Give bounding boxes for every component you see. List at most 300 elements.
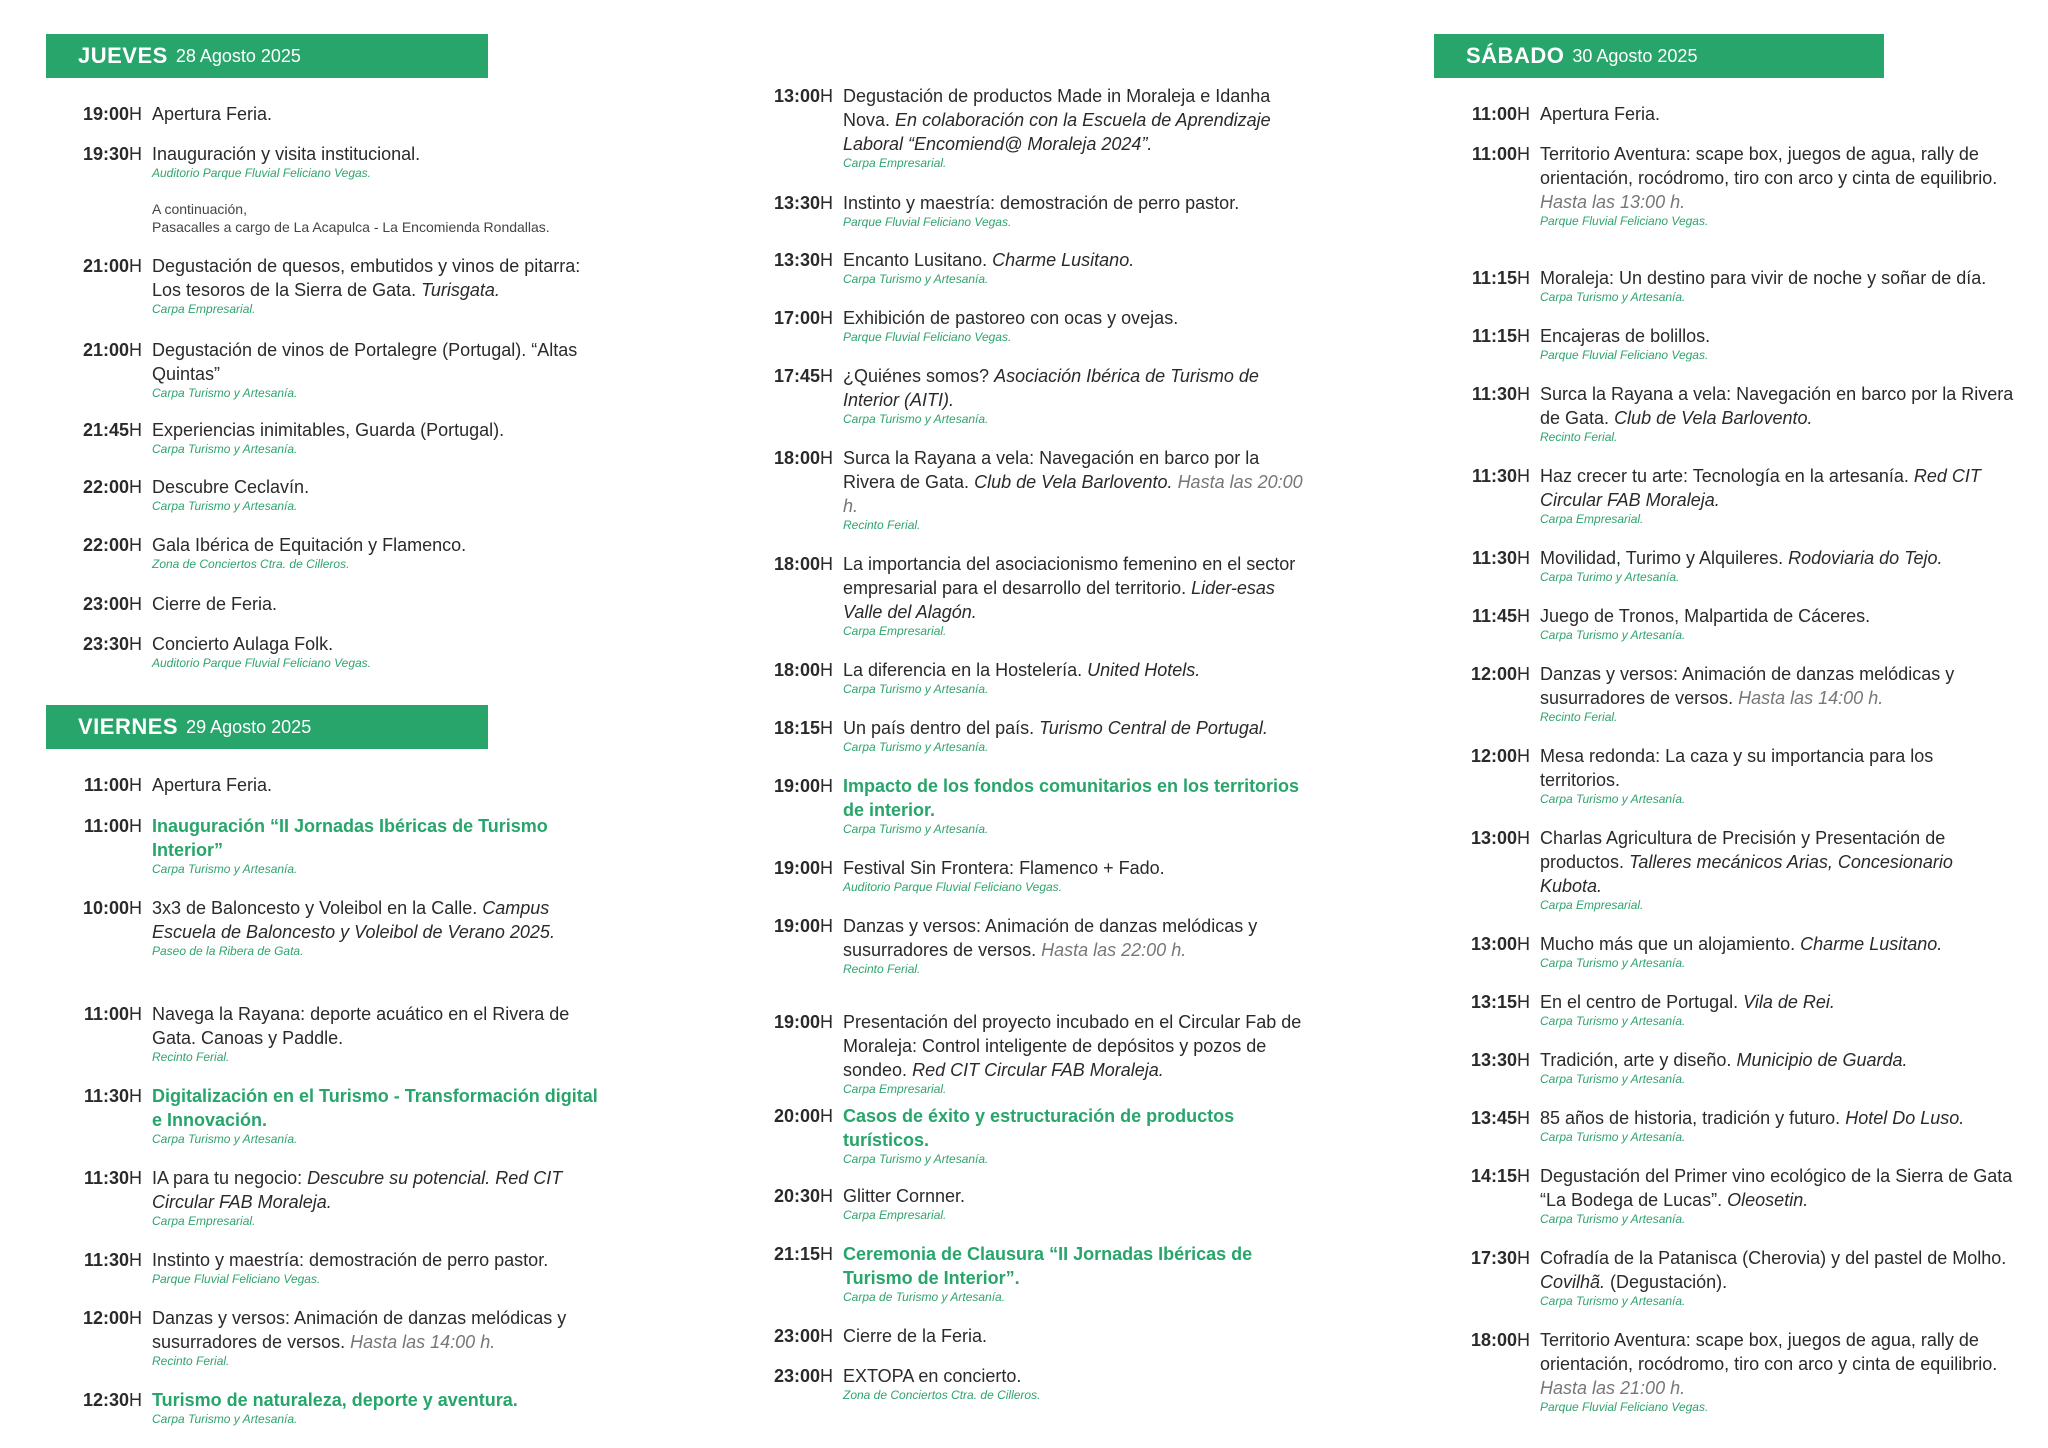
day-header-sabado <box>1434 34 1884 78</box>
event-time <box>1434 1328 1530 1352</box>
event-organizer: Descubre su potencial. Red CIT Circular FAB Moraleja. <box>152 1168 563 1212</box>
event-time <box>737 306 833 330</box>
event-title-text: Danzas y versos: Animación de danzas melódicas y susurradores de versos. <box>152 1308 567 1352</box>
event-body <box>843 364 1307 426</box>
event-time <box>1434 932 1530 956</box>
event-time <box>1434 324 1530 348</box>
event-until: Hasta las 22:00 h. <box>1041 940 1187 960</box>
event-title-text: Danzas y versos: Animación de danzas melódicas y susurradores de versos. <box>1540 664 1955 708</box>
time-value: 11:00 <box>1471 144 1517 164</box>
day-date: 30 Agosto 2025 <box>1572 45 1698 66</box>
event-title <box>152 1306 606 1354</box>
event-title <box>152 1084 606 1132</box>
event-title-text: Concierto Aulaga Folk. <box>152 634 334 654</box>
time-suffix: H <box>129 1390 142 1410</box>
event-body <box>843 1184 1307 1222</box>
time-value: 11:00 <box>83 1004 129 1024</box>
event-time <box>737 1104 833 1128</box>
time-suffix: H <box>820 1366 833 1386</box>
time-suffix: H <box>1517 326 1530 346</box>
event-title <box>1540 744 2014 792</box>
event-body <box>1540 826 2014 912</box>
time-value: 21:00 <box>82 340 129 360</box>
day-header-jueves <box>46 34 488 78</box>
event-organizer: Oleosetin. <box>1727 1190 1809 1210</box>
event-title <box>843 1242 1307 1290</box>
event-time <box>1434 142 1530 166</box>
event-title <box>1540 932 2014 956</box>
time-suffix: H <box>1517 1248 1530 1268</box>
event-title-text: Moraleja: Un destino para vivir de noche y soñar de día. <box>1540 268 1987 288</box>
event-title-text: Inauguración y visita institucional. <box>152 144 421 164</box>
event-title <box>843 914 1307 962</box>
day-date: 29 Agosto 2025 <box>186 716 312 737</box>
event-body <box>152 338 606 400</box>
event-body <box>843 552 1307 638</box>
event-location: Carpa Empresarial. <box>1540 512 1644 526</box>
event-title <box>843 306 1307 330</box>
event-body <box>843 914 1307 976</box>
event-until: Hasta las 20:00 h. <box>843 472 1303 516</box>
event-body <box>1540 1164 2014 1226</box>
event-time <box>737 1010 833 1034</box>
time-suffix: H <box>820 916 833 936</box>
time-suffix: H <box>1517 1166 1530 1186</box>
event-time <box>737 248 833 272</box>
time-value: 17:00 <box>773 308 820 328</box>
time-value: 17:45 <box>773 366 820 386</box>
event-body <box>1540 1048 2014 1086</box>
event-location: Carpa Empresarial. <box>843 1208 947 1222</box>
event-title <box>152 1388 606 1412</box>
event-title-text: ¿Quiénes somos? <box>843 366 990 386</box>
event-title <box>152 592 606 616</box>
event-time <box>46 1002 142 1026</box>
event-title-text: Degustación del Primer vino ecológico de la Sierra de Gata “La Bodega de Lucas”. <box>1540 1166 2013 1210</box>
event-title <box>152 475 606 499</box>
event-location: Carpa Empresarial. <box>843 624 947 638</box>
event-title <box>843 191 1307 215</box>
time-value: 11:30 <box>1471 384 1517 404</box>
event-time <box>46 592 142 616</box>
time-value: 20:30 <box>773 1186 820 1206</box>
event-title <box>152 1002 606 1050</box>
time-suffix: H <box>820 858 833 878</box>
event-title <box>1540 662 2014 710</box>
event-time <box>1434 990 1530 1014</box>
time-suffix: H <box>820 308 833 328</box>
event-location: Carpa Turismo y Artesanía. <box>1540 628 1686 642</box>
event-location: Carpa Turismo y Artesanía. <box>1540 956 1686 970</box>
event-title <box>843 364 1307 412</box>
time-suffix: H <box>129 535 142 555</box>
event-title <box>843 774 1307 822</box>
event-time <box>1434 662 1530 686</box>
event-organizer: Red CIT Circular FAB Moraleja. <box>912 1060 1164 1080</box>
time-value: 21:45 <box>82 420 129 440</box>
event-organizer: Covilhã. <box>1540 1272 1606 1292</box>
event-body <box>843 774 1307 836</box>
event-body <box>152 254 606 316</box>
event-time <box>737 658 833 682</box>
event-location: Carpa Turismo y Artesanía. <box>843 682 989 696</box>
time-suffix: H <box>1517 1108 1530 1128</box>
time-suffix: H <box>820 366 833 386</box>
event-title <box>843 1184 1307 1208</box>
time-value: 11:00 <box>1471 104 1517 124</box>
event-body <box>152 1388 606 1426</box>
event-time <box>737 716 833 740</box>
time-value: 11:15 <box>1471 326 1517 346</box>
time-suffix: H <box>129 1308 142 1328</box>
event-body <box>1540 324 2014 362</box>
event-time <box>737 1324 833 1348</box>
event-organizer: Asociación Ibérica de Turismo de Interior (AITI). <box>843 366 1259 410</box>
time-value: 13:00 <box>773 86 820 106</box>
day-name: VIERNES <box>78 714 179 739</box>
event-body <box>1540 102 2014 126</box>
event-location: Carpa Empresarial. <box>152 302 256 316</box>
event-title-text: La diferencia en la Hostelería. <box>843 660 1083 680</box>
time-suffix: H <box>820 1012 833 1032</box>
event-title <box>1540 546 2014 570</box>
time-value: 14:15 <box>1470 1166 1517 1186</box>
time-suffix: H <box>129 1004 142 1024</box>
event-body <box>843 1010 1307 1096</box>
time-suffix: H <box>129 104 142 124</box>
time-suffix: H <box>820 718 833 738</box>
event-until: Hasta las 14:00 h. <box>350 1332 496 1352</box>
time-suffix: H <box>820 1106 833 1126</box>
time-suffix: H <box>129 898 142 918</box>
event-location: Carpa Turismo y Artesanía. <box>152 386 298 400</box>
event-time <box>1434 382 1530 406</box>
event-time <box>46 418 142 442</box>
event-organizer: Lider-esas Valle del Alagón. <box>843 578 1275 622</box>
event-body <box>1540 932 2014 970</box>
event-title-text: Cierre de Feria. <box>152 594 278 614</box>
event-body <box>152 1002 606 1064</box>
event-location: Carpa Turismo y Artesanía. <box>1540 1014 1686 1028</box>
event-body <box>1540 744 2014 806</box>
time-value: 11:00 <box>83 775 129 795</box>
event-time <box>737 84 833 108</box>
event-title-text: Casos de éxito y estructuración de productos turísticos. <box>843 1106 1235 1150</box>
event-organizer: Vila de Rei. <box>1743 992 1835 1012</box>
event-time <box>46 1084 142 1108</box>
time-value: 11:00 <box>83 816 129 836</box>
event-body <box>152 418 606 456</box>
event-location: Recinto Ferial. <box>843 518 921 532</box>
time-suffix: H <box>820 86 833 106</box>
time-suffix: H <box>1517 466 1530 486</box>
event-body <box>1540 1328 2014 1414</box>
event-title-text: Exhibición de pastoreo con ocas y ovejas. <box>843 308 1179 328</box>
event-time <box>46 142 142 166</box>
event-title-text: Festival Sin Frontera: Flamenco + Fado. <box>843 858 1165 878</box>
event-until: Hasta las 14:00 h. <box>1738 688 1884 708</box>
event-title <box>1540 826 2014 898</box>
event-time <box>737 1364 833 1388</box>
event-body <box>152 1166 606 1228</box>
event-organizer: Charme Lusitano. <box>992 250 1135 270</box>
time-suffix: H <box>1517 268 1530 288</box>
time-suffix: H <box>1517 384 1530 404</box>
event-location: Parque Fluvial Feliciano Vegas. <box>1540 348 1709 362</box>
time-value: 12:00 <box>82 1308 129 1328</box>
event-time <box>1434 1106 1530 1130</box>
event-body <box>152 1084 606 1146</box>
event-title-text: Danzas y versos: Animación de danzas melódicas y susurradores de versos. <box>843 916 1258 960</box>
time-value: 19:30 <box>82 144 129 164</box>
time-suffix: H <box>129 1168 142 1188</box>
event-time <box>737 1242 833 1266</box>
event-title-text: IA para tu negocio: <box>152 1168 303 1188</box>
event-title <box>1540 142 2014 214</box>
time-suffix: H <box>129 477 142 497</box>
event-body <box>843 446 1307 532</box>
time-suffix: H <box>1517 934 1530 954</box>
time-suffix: H <box>1517 664 1530 684</box>
time-value: 13:30 <box>773 193 820 213</box>
event-title-text: Navega la Rayana: deporte acuático en el Rivera de Gata. Canoas y Paddle. <box>152 1004 570 1048</box>
event-title-text: Apertura Feria. <box>152 775 273 795</box>
time-suffix: H <box>129 420 142 440</box>
event-title <box>1540 1246 2014 1294</box>
event-location: Recinto Ferial. <box>152 1354 230 1368</box>
event-title <box>152 1166 606 1214</box>
time-value: 11:30 <box>83 1250 129 1270</box>
time-suffix: H <box>1517 104 1530 124</box>
time-suffix: H <box>1517 548 1530 568</box>
event-body <box>1540 142 2014 228</box>
time-value: 23:00 <box>773 1326 820 1346</box>
event-body <box>843 1324 1307 1348</box>
event-location: Carpa Empresarial. <box>843 1082 947 1096</box>
event-time <box>46 632 142 656</box>
event-title-text: Turismo de naturaleza, deporte y aventura. <box>152 1390 518 1410</box>
event-time <box>737 856 833 880</box>
event-body <box>152 896 606 958</box>
event-organizer: Turisgata. <box>421 280 500 300</box>
event-body <box>843 716 1307 754</box>
time-value: 22:00 <box>82 535 129 555</box>
event-location: Carpa Empresarial. <box>843 156 947 170</box>
event-location: Paseo de la Ribera de Gata. <box>152 944 304 958</box>
event-title-text: Instinto y maestría: demostración de perro pastor. <box>843 193 1240 213</box>
time-value: 13:30 <box>773 250 820 270</box>
event-title-text: Experiencias inimitables, Guarda (Portugal). <box>152 420 505 440</box>
event-body <box>843 191 1307 229</box>
event-title <box>1540 604 2014 628</box>
event-title-text: Mucho más que un alojamiento. <box>1540 934 1796 954</box>
time-value: 13:30 <box>1470 1050 1517 1070</box>
event-title-text: Surca la Rayana a vela: Navegación en barco por la Rivera de Gata. <box>1540 384 2014 428</box>
event-title <box>843 1324 1307 1348</box>
event-title <box>152 896 606 944</box>
day-name: JUEVES <box>78 43 168 68</box>
event-location: Zona de Conciertos Ctra. de Cilleros. <box>843 1388 1041 1402</box>
event-time <box>737 914 833 938</box>
time-value: 23:00 <box>773 1366 820 1386</box>
event-title <box>152 533 606 557</box>
event-title-text: Haz crecer tu arte: Tecnología en la artesanía. <box>1540 466 1909 486</box>
event-time <box>1434 1164 1530 1188</box>
time-suffix: H <box>820 250 833 270</box>
event-body <box>152 142 606 180</box>
time-suffix: H <box>1517 606 1530 626</box>
time-value: 11:30 <box>83 1086 129 1106</box>
event-time <box>46 254 142 278</box>
event-title <box>1540 1048 2014 1072</box>
event-organizer: Campus Escuela de Baloncesto y Voleibol de Verano 2025. <box>152 898 555 942</box>
time-value: 12:30 <box>82 1390 129 1410</box>
event-title-text: Encanto Lusitano. <box>843 250 988 270</box>
event-location: Carpa Turismo y Artesanía. <box>1540 1130 1686 1144</box>
event-location: Carpa Turismo y Artesanía. <box>1540 1212 1686 1226</box>
time-value: 11:30 <box>83 1168 129 1188</box>
time-value: 11:30 <box>1471 466 1517 486</box>
event-location: Carpa Empresarial. <box>1540 898 1644 912</box>
time-suffix: H <box>129 816 142 836</box>
time-suffix: H <box>1517 746 1530 766</box>
event-body <box>152 533 606 571</box>
event-title <box>843 658 1307 682</box>
time-value: 20:00 <box>773 1106 820 1126</box>
time-value: 13:45 <box>1470 1108 1517 1128</box>
event-body <box>1540 546 2014 584</box>
event-body <box>843 306 1307 344</box>
event-body <box>152 1306 606 1368</box>
event-time <box>46 475 142 499</box>
event-body <box>1540 990 2014 1028</box>
event-body <box>1540 382 2014 444</box>
event-title <box>1540 1164 2014 1212</box>
event-title-text: 3x3 de Baloncesto y Voleibol en la Calle. <box>152 898 478 918</box>
event-title <box>1540 990 2014 1014</box>
event-time <box>737 364 833 388</box>
event-organizer: En colaboración con la Escuela de Aprendizaje Laboral “Encomiend@ Moraleja 2024”. <box>843 110 1271 154</box>
event-location: Auditorio Parque Fluvial Feliciano Vegas. <box>843 880 1063 894</box>
event-location: Carpa de Turismo y Artesanía. <box>843 1290 1006 1304</box>
event-body <box>843 1242 1307 1304</box>
time-value: 19:00 <box>82 104 129 124</box>
event-title-text: Degustación de quesos, embutidos y vinos de pitarra: Los tesoros de la Sierra de Gata. <box>152 256 581 300</box>
event-organizer: Club de Vela Barlovento. <box>974 472 1173 492</box>
event-location: Zona de Conciertos Ctra. de Cilleros. <box>152 557 350 571</box>
event-title-text: Tradición, arte y diseño. <box>1540 1050 1732 1070</box>
event-organizer: Hotel Do Luso. <box>1845 1108 1965 1128</box>
event-location: Carpa Turismo y Artesanía. <box>152 1132 298 1146</box>
time-suffix: H <box>129 1250 142 1270</box>
event-body <box>843 856 1307 894</box>
event-title-text: Instinto y maestría: demostración de perro pastor. <box>152 1250 549 1270</box>
time-suffix: H <box>820 1326 833 1346</box>
event-title-text: Mesa redonda: La caza y su importancia para los territorios. <box>1540 746 1934 790</box>
time-value: 13:00 <box>1470 828 1517 848</box>
time-suffix: H <box>820 1186 833 1206</box>
event-note: (Degustación). <box>1610 1272 1728 1292</box>
time-suffix: H <box>1517 144 1530 164</box>
event-organizer: Rodoviaria do Tejo. <box>1788 548 1943 568</box>
event-location: Carpa Turismo y Artesanía. <box>152 862 298 876</box>
event-title-text: Gala Ibérica de Equitación y Flamenco. <box>152 535 467 555</box>
event-title <box>843 552 1307 624</box>
event-time <box>737 1184 833 1208</box>
event-title-text: Descubre Ceclavín. <box>152 477 310 497</box>
event-title <box>843 1010 1307 1082</box>
event-title-text: 85 años de historia, tradición y futuro. <box>1540 1108 1841 1128</box>
event-time <box>46 1388 142 1412</box>
time-suffix: H <box>820 448 833 468</box>
event-body <box>152 475 606 513</box>
event-title <box>843 1364 1307 1388</box>
event-time <box>46 773 142 797</box>
event-body <box>843 1364 1307 1402</box>
event-location: Carpa Turismo y Artesanía. <box>1540 1072 1686 1086</box>
day-name: SÁBADO <box>1466 43 1565 68</box>
event-title <box>1540 102 2014 126</box>
event-title <box>152 102 606 126</box>
event-time <box>46 102 142 126</box>
day-date: 28 Agosto 2025 <box>175 45 301 66</box>
time-value: 11:30 <box>1471 548 1517 568</box>
event-location: Carpa Turismo y Artesanía. <box>1540 290 1686 304</box>
time-suffix: H <box>820 1244 833 1264</box>
event-title-text: Un país dentro del país. <box>843 718 1035 738</box>
time-value: 19:00 <box>773 776 820 796</box>
time-suffix: H <box>1517 1050 1530 1070</box>
event-title-text: Ceremonia de Clausura “II Jornadas Ibéricas de Turismo de Interior”. <box>843 1244 1253 1288</box>
event-location: Carpa Turimo y Artesanía. <box>1540 570 1680 584</box>
event-title <box>152 773 606 797</box>
event-title <box>152 814 606 862</box>
time-value: 19:00 <box>773 916 820 936</box>
event-title <box>843 716 1307 740</box>
time-value: 18:00 <box>773 448 820 468</box>
event-title <box>1540 1328 2014 1400</box>
time-value: 18:00 <box>773 554 820 574</box>
event-time <box>46 533 142 557</box>
time-suffix: H <box>129 1086 142 1106</box>
event-body <box>1540 266 2014 304</box>
event-location: Parque Fluvial Feliciano Vegas. <box>152 1272 321 1286</box>
event-body <box>1540 662 2014 724</box>
event-organizer: United Hotels. <box>1087 660 1201 680</box>
event-time <box>46 1306 142 1330</box>
event-time <box>737 774 833 798</box>
event-organizer: Red CIT Circular FAB Moraleja. <box>1540 466 1981 510</box>
event-title <box>152 632 606 656</box>
event-location: Carpa Turismo y Artesanía. <box>152 1412 298 1426</box>
event-title <box>1540 464 2014 512</box>
time-value: 12:00 <box>1470 746 1517 766</box>
event-location: Carpa Turismo y Artesanía. <box>843 412 989 426</box>
event-time <box>46 896 142 920</box>
time-value: 21:15 <box>773 1244 820 1264</box>
event-title-text: Charlas Agricultura de Precisión y Presentación de productos. <box>1540 828 1946 872</box>
time-suffix: H <box>129 256 142 276</box>
event-title-text: Territorio Aventura: scape box, juegos de agua, rally de orientación, rocódromo, tiro con arco y cinta de equilibrio. <box>1540 1330 1998 1374</box>
event-time <box>1434 744 1530 768</box>
event-title-text: Digitalización en el Turismo - Transformación digital e Innovación. <box>152 1086 598 1130</box>
event-time <box>46 1248 142 1272</box>
event-title-text: Movilidad, Turimo y Alquileres. <box>1540 548 1784 568</box>
event-title <box>843 84 1307 156</box>
event-location: Carpa Turismo y Artesanía. <box>152 442 298 456</box>
event-organizer: Talleres mecánicos Arias, Concesionario Kubota. <box>1540 852 1953 896</box>
event-time <box>1434 826 1530 850</box>
